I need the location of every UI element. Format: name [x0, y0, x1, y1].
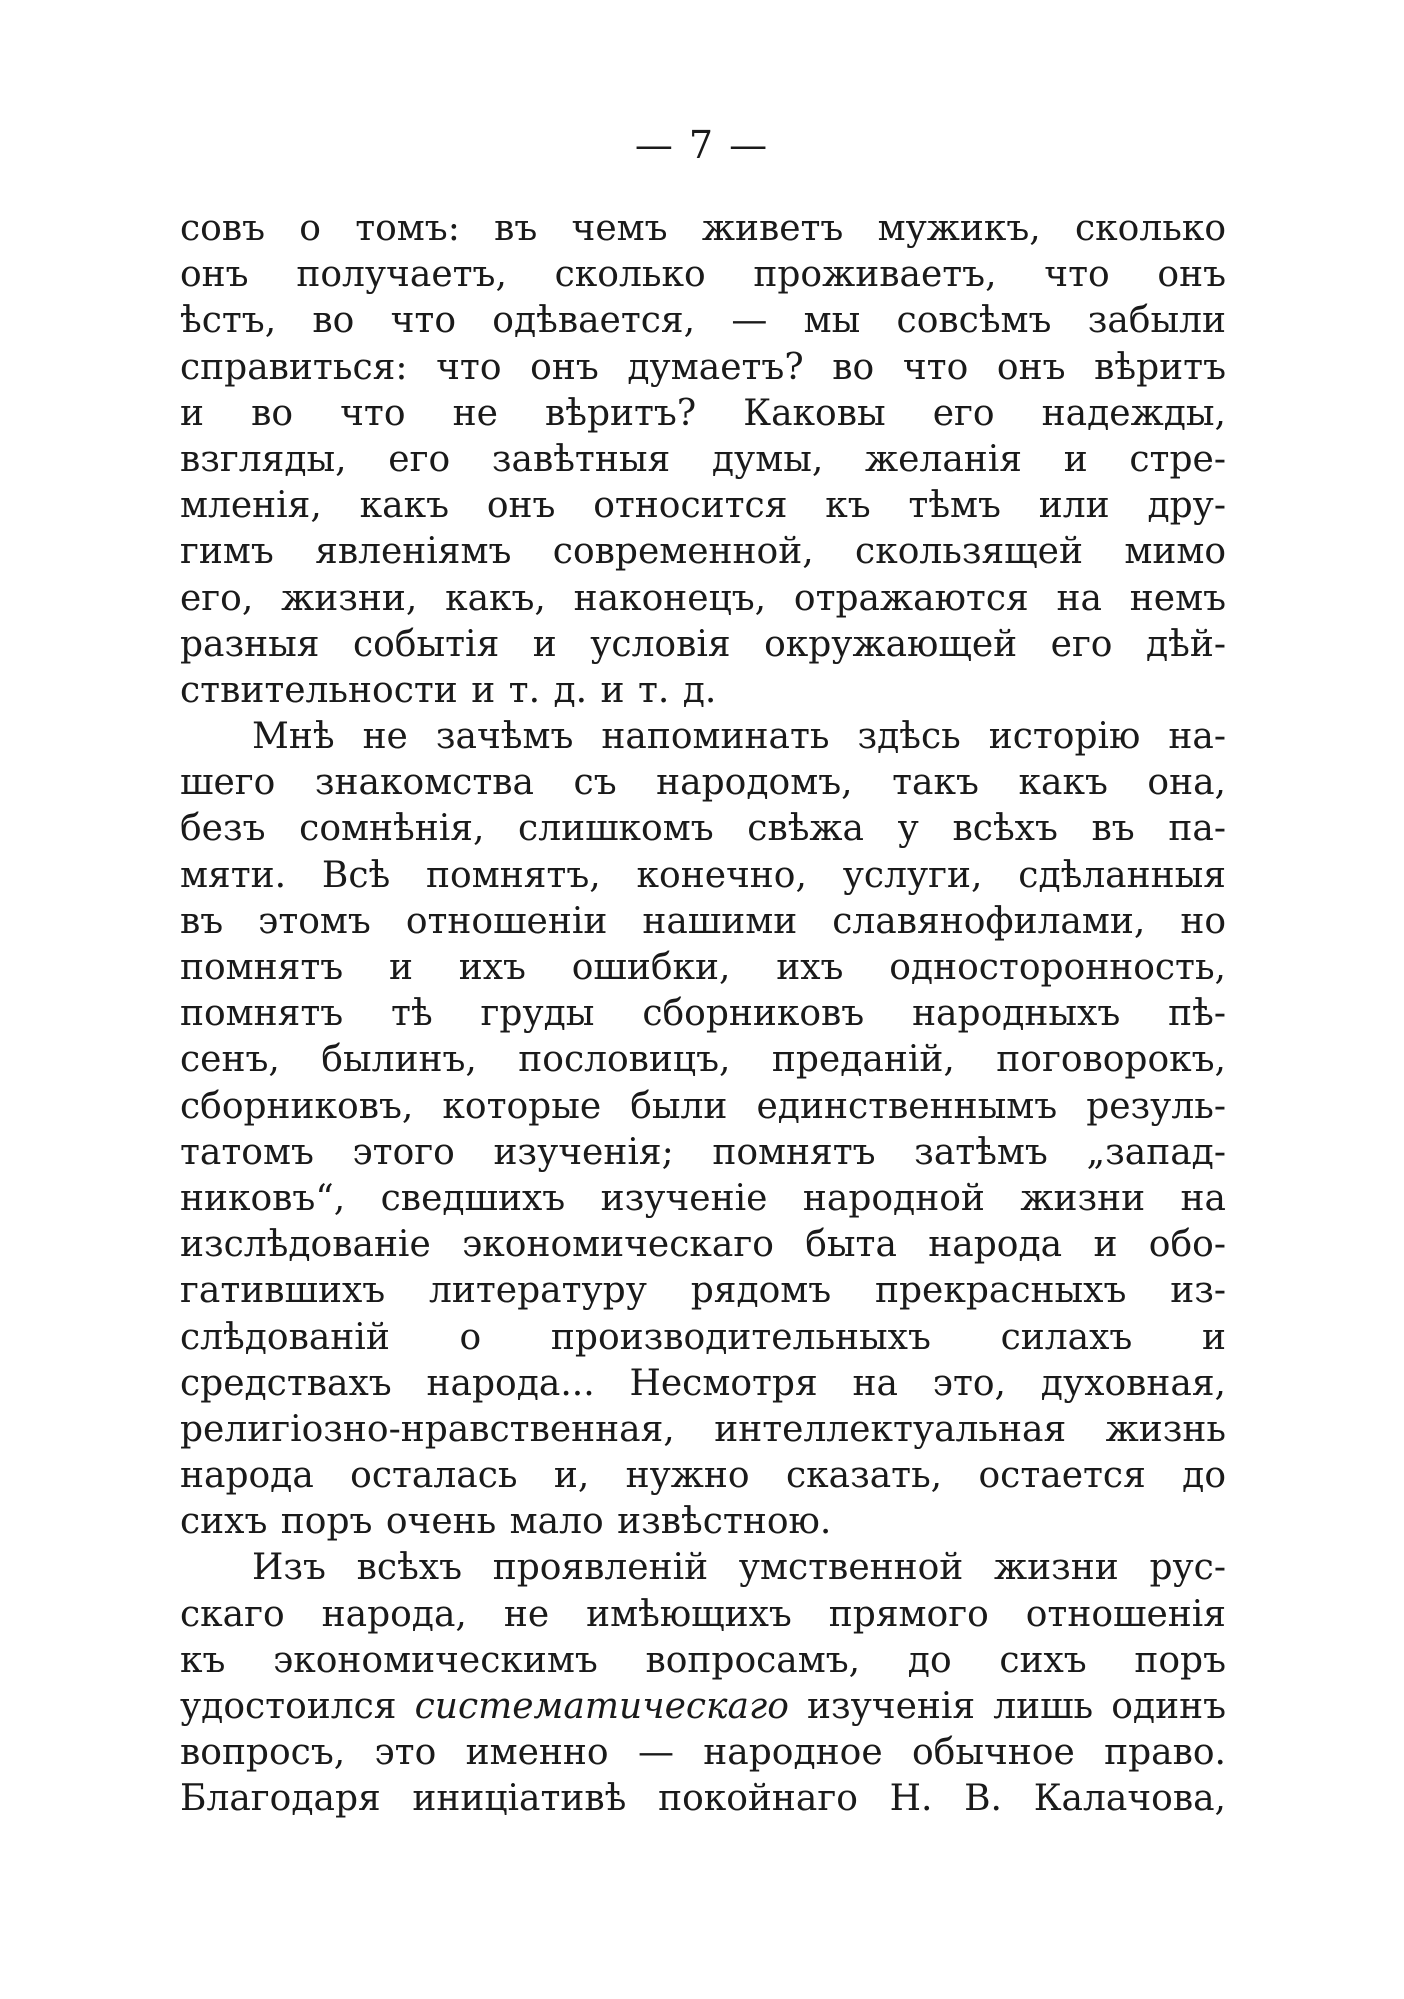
text-line: изслѣдованіе экономическаго быта народа и обо- [180, 1224, 1226, 1266]
text-line: шего знакомства съ народомъ, такъ какъ она, [180, 762, 1226, 804]
paragraph-start-line: Изъ всѣхъ проявленій умственной жизни рус- [252, 1547, 1226, 1589]
text-line: гимъ явленіямъ современной, скользящей мимо [180, 531, 1226, 573]
text-line: совъ о томъ: въ чемъ живетъ мужикъ, сколько [180, 208, 1226, 249]
paragraph-start-line: Мнѣ не зачѣмъ напоминать здѣсь исторію на- [252, 716, 1226, 758]
text-line: онъ получаетъ, сколько проживаетъ, что онъ [180, 254, 1226, 296]
text-line: ѣстъ, во что одѣвается, — мы совсѣмъ забыли [180, 300, 1226, 342]
paragraph-end-line: сихъ поръ очень мало извѣстною. [180, 1501, 832, 1543]
text-line: его, жизни, какъ, наконецъ, отражаются на немъ [180, 577, 1226, 619]
text-line: Благодаря иниціативѣ покойнаго Н. В. Калачова, [180, 1778, 1226, 1820]
text-line: къ экономическимъ вопросамъ, до сихъ поръ [180, 1639, 1226, 1681]
text-line: вопросъ, это именно — народное обычное право. [180, 1732, 1226, 1774]
text-line: сенъ, былинъ, пословицъ, преданій, поговорокъ, [180, 1039, 1226, 1081]
text-line: средствахъ народа... Несмотря на это, духовная, [180, 1362, 1226, 1404]
text-line: религіозно-нравственная, интеллектуальная жизнь [180, 1408, 1226, 1450]
text-line-with-emphasis [180, 1684, 1226, 1730]
page-number: — 7 — [634, 123, 770, 167]
text-line: и во что не вѣритъ? Каковы его надежды, [180, 392, 1226, 434]
text-line: мленія, какъ онъ относится къ тѣмъ или дру- [180, 485, 1226, 527]
text-line: никовъ“, сведшихъ изученіе народной жизни на [180, 1177, 1226, 1219]
text-line: слѣдованій о производительныхъ силахъ и [180, 1316, 1226, 1358]
text-line: татомъ этого изученія; помнятъ затѣмъ „запад- [180, 1131, 1226, 1173]
paragraph-end-line: ствительности и т. д. и т. д. [180, 669, 717, 711]
text-line: скаго народа, не имѣющихъ прямого отношенія [180, 1593, 1226, 1635]
text-line: мяти. Всѣ помнятъ, конечно, услуги, сдѣланныя [180, 854, 1226, 896]
emphasized-word: систематическаго [414, 1686, 789, 1727]
text-line: взгляды, его завѣтныя думы, желанія и стре- [180, 438, 1226, 480]
text-line: безъ сомнѣнія, слишкомъ свѣжа у всѣхъ въ па- [180, 808, 1226, 850]
body-text [180, 206, 1226, 1823]
text-line: сборниковъ, которые были единственнымъ резуль- [180, 1085, 1226, 1127]
text-line: помнятъ и ихъ ошибки, ихъ односторонность, [180, 947, 1226, 988]
text-line: разныя событія и условія окружающей его дѣй- [180, 623, 1226, 665]
text-line: въ этомъ отношеніи нашими славянофилами, но [180, 900, 1226, 942]
line-text-before: удостоился [180, 1686, 415, 1727]
line-text-after: изученія лишь одинъ [788, 1686, 1226, 1727]
text-line: гатившихъ литературу рядомъ прекрасныхъ из- [180, 1270, 1226, 1312]
text-line: помнятъ тѣ груды сборниковъ народныхъ пѣ- [180, 993, 1226, 1035]
text-line: справиться: что онъ думаетъ? во что онъ вѣритъ [180, 346, 1226, 388]
text-line: народа осталась и, нужно сказать, остается до [180, 1455, 1226, 1497]
